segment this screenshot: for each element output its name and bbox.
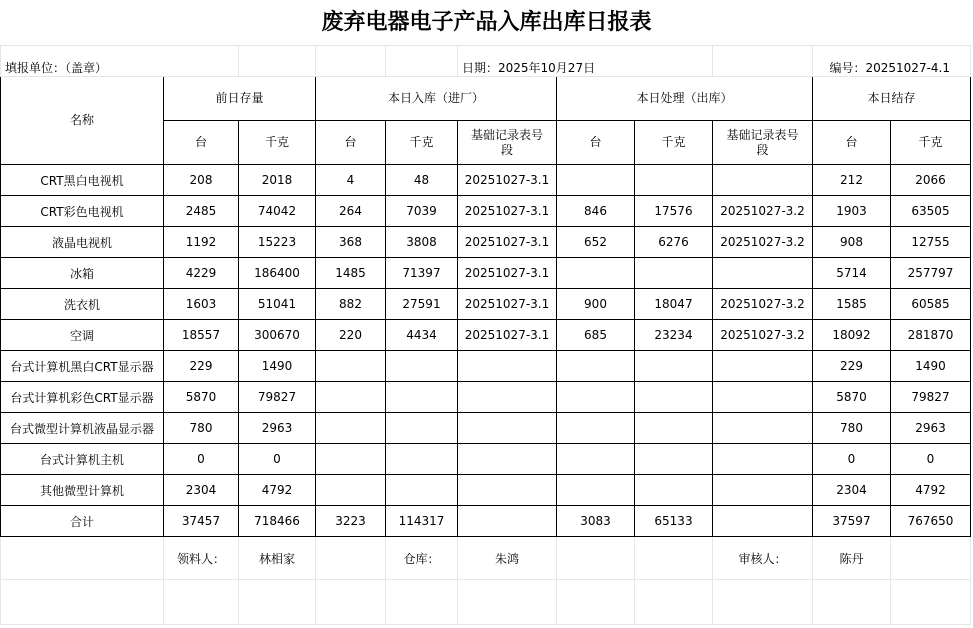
cell-out-record	[713, 258, 813, 289]
cell-out-kg: 17576	[635, 196, 713, 227]
cell-bal-tai: 780	[813, 413, 891, 444]
cell-in-tai	[316, 413, 386, 444]
cell-in-record: 20251027-3.1	[458, 258, 557, 289]
col-header-name: 名称	[1, 77, 164, 165]
table-row	[1, 444, 971, 475]
subheader-out-tai: 台	[557, 121, 635, 165]
cell-name: 液晶电视机	[1, 227, 164, 258]
cell-prev-tai: 1603	[164, 289, 239, 320]
blank-cell	[713, 580, 813, 625]
blank-cell	[635, 580, 713, 625]
cell-out-record	[713, 351, 813, 382]
cell-prev-tai: 2304	[164, 475, 239, 506]
cell-in-tai	[316, 351, 386, 382]
cell-in-kg	[386, 475, 458, 506]
cell-in-tai: 882	[316, 289, 386, 320]
cell-bal-kg: 2963	[891, 413, 971, 444]
cell-in-tai: 4	[316, 165, 386, 196]
cell-out-kg	[635, 258, 713, 289]
table-row	[1, 289, 971, 320]
cell-out-kg	[635, 413, 713, 444]
cell-prev-kg: 79827	[239, 382, 316, 413]
cell-in-record	[458, 351, 557, 382]
subheader-in-record: 基础记录表号段	[458, 121, 557, 165]
cell-out-kg	[635, 382, 713, 413]
cell-bal-kg: 281870	[891, 320, 971, 351]
cell-bal-kg: 12755	[891, 227, 971, 258]
cell-name: 合计	[1, 506, 164, 537]
cell-out-tai	[557, 475, 635, 506]
cell-out-record	[713, 506, 813, 537]
cell-prev-kg: 300670	[239, 320, 316, 351]
cell-prev-tai: 1192	[164, 227, 239, 258]
cell-bal-kg: 79827	[891, 382, 971, 413]
cell-out-record: 20251027-3.2	[713, 320, 813, 351]
cell-out-tai: 3083	[557, 506, 635, 537]
cell-in-record: 20251027-3.1	[458, 320, 557, 351]
cell-in-kg	[386, 444, 458, 475]
cell-in-record: 20251027-3.1	[458, 196, 557, 227]
cell-bal-tai: 212	[813, 165, 891, 196]
cell-prev-kg: 15223	[239, 227, 316, 258]
blank-cell	[239, 580, 316, 625]
cell-out-record	[713, 165, 813, 196]
cell-in-kg: 4434	[386, 320, 458, 351]
info-row	[1, 46, 971, 77]
cell-out-record: 20251027-3.2	[713, 227, 813, 258]
table-row	[1, 196, 971, 227]
cell-in-record	[458, 475, 557, 506]
cell-out-tai	[557, 413, 635, 444]
cell-in-record	[458, 382, 557, 413]
blank-cell	[386, 580, 458, 625]
blank-cell	[316, 580, 386, 625]
cell-name: 台式微型计算机液晶显示器	[1, 413, 164, 444]
cell-prev-tai: 5870	[164, 382, 239, 413]
table-row	[1, 382, 971, 413]
cell-in-kg	[386, 351, 458, 382]
cell-in-tai: 220	[316, 320, 386, 351]
cell-out-kg: 18047	[635, 289, 713, 320]
cell-prev-tai: 0	[164, 444, 239, 475]
cell-bal-tai: 5870	[813, 382, 891, 413]
col-header-out-today: 本日处理（出库）	[557, 77, 813, 121]
blank-cell	[458, 580, 557, 625]
table-row	[1, 227, 971, 258]
cell-bal-tai: 2304	[813, 475, 891, 506]
cell-in-kg	[386, 413, 458, 444]
cell-prev-tai: 229	[164, 351, 239, 382]
cell-bal-tai: 0	[813, 444, 891, 475]
cell-bal-tai: 1585	[813, 289, 891, 320]
cell-name: 空调	[1, 320, 164, 351]
cell-bal-tai: 908	[813, 227, 891, 258]
cell-out-tai	[557, 444, 635, 475]
date-label: 日期：2025年10月27日	[458, 46, 713, 77]
cell-name: 台式计算机主机	[1, 444, 164, 475]
table-row	[1, 258, 971, 289]
cell-prev-kg: 1490	[239, 351, 316, 382]
cell-prev-kg: 0	[239, 444, 316, 475]
blank-cell	[557, 537, 635, 580]
cell-name: 台式计算机黑白CRT显示器	[1, 351, 164, 382]
cell-prev-tai: 18557	[164, 320, 239, 351]
cell-in-tai	[316, 475, 386, 506]
cell-out-tai: 685	[557, 320, 635, 351]
subheader-bal-tai: 台	[813, 121, 891, 165]
cell-in-record: 20251027-3.1	[458, 227, 557, 258]
cell-in-kg: 3808	[386, 227, 458, 258]
cell-out-record	[713, 413, 813, 444]
cell-bal-kg: 257797	[891, 258, 971, 289]
cell-out-tai	[557, 351, 635, 382]
cell-name: 洗衣机	[1, 289, 164, 320]
cell-prev-kg: 186400	[239, 258, 316, 289]
cell-out-record: 20251027-3.2	[713, 196, 813, 227]
signature-row	[1, 537, 971, 580]
total-row	[1, 506, 971, 537]
report-title: 废弃电器电子产品入库出库日报表	[321, 9, 652, 35]
reviewer-label: 审核人：	[713, 537, 813, 580]
warehouse-label: 仓库：	[386, 537, 458, 580]
cell-in-record: 20251027-3.1	[458, 289, 557, 320]
cell-out-kg	[635, 165, 713, 196]
cell-bal-kg: 4792	[891, 475, 971, 506]
table-row	[1, 351, 971, 382]
blank-cell	[635, 537, 713, 580]
cell-in-kg: 114317	[386, 506, 458, 537]
cell-out-kg	[635, 444, 713, 475]
header-row-1	[1, 77, 971, 121]
receiver-label: 领料人：	[164, 537, 239, 580]
cell-in-kg: 71397	[386, 258, 458, 289]
cell-bal-kg: 2066	[891, 165, 971, 196]
cell-out-record	[713, 475, 813, 506]
cell-out-tai: 652	[557, 227, 635, 258]
blank-cell	[316, 537, 386, 580]
cell-out-tai: 900	[557, 289, 635, 320]
receiver-name: 林相家	[239, 537, 316, 580]
report-table	[0, 45, 971, 625]
cell-in-kg	[386, 382, 458, 413]
cell-out-record	[713, 444, 813, 475]
cell-bal-kg: 60585	[891, 289, 971, 320]
cell-name: 台式计算机彩色CRT显示器	[1, 382, 164, 413]
cell-prev-tai: 4229	[164, 258, 239, 289]
subheader-out-record: 基础记录表号段	[713, 121, 813, 165]
table-row	[1, 475, 971, 506]
subheader-in-tai: 台	[316, 121, 386, 165]
cell-in-tai: 264	[316, 196, 386, 227]
subheader-prev-tai: 台	[164, 121, 239, 165]
cell-in-tai	[316, 382, 386, 413]
cell-name: CRT黑白电视机	[1, 165, 164, 196]
subheader-out-kg: 千克	[635, 121, 713, 165]
cell-bal-tai: 18092	[813, 320, 891, 351]
table-row	[1, 413, 971, 444]
cell-in-record	[458, 444, 557, 475]
cell-bal-tai: 5714	[813, 258, 891, 289]
cell-name: 冰箱	[1, 258, 164, 289]
cell-prev-kg: 718466	[239, 506, 316, 537]
cell-out-tai	[557, 258, 635, 289]
cell-in-record	[458, 413, 557, 444]
cell-bal-kg: 0	[891, 444, 971, 475]
subheader-in-kg: 千克	[386, 121, 458, 165]
blank-row	[1, 580, 971, 625]
table-row	[1, 165, 971, 196]
cell-name: 其他微型计算机	[1, 475, 164, 506]
blank-cell	[1, 537, 164, 580]
blank-cell	[557, 580, 635, 625]
cell-prev-kg: 2963	[239, 413, 316, 444]
col-header-balance: 本日结存	[813, 77, 971, 121]
col-header-in-today: 本日入库（进厂）	[316, 77, 557, 121]
cell-prev-kg: 51041	[239, 289, 316, 320]
cell-prev-tai: 780	[164, 413, 239, 444]
number-label: 编号：20251027-4.1	[813, 46, 971, 77]
cell-bal-tai: 37597	[813, 506, 891, 537]
cell-out-kg: 23234	[635, 320, 713, 351]
cell-prev-kg: 4792	[239, 475, 316, 506]
cell-out-kg: 6276	[635, 227, 713, 258]
blank-cell	[1, 580, 164, 625]
cell-name: CRT彩色电视机	[1, 196, 164, 227]
cell-in-tai: 368	[316, 227, 386, 258]
blank-cell	[891, 537, 971, 580]
reviewer-name: 陈丹	[813, 537, 891, 580]
col-header-prev-stock: 前日存量	[164, 77, 316, 121]
subheader-prev-kg: 千克	[239, 121, 316, 165]
cell-out-tai	[557, 165, 635, 196]
cell-in-tai: 3223	[316, 506, 386, 537]
subheader-bal-kg: 千克	[891, 121, 971, 165]
table-row	[1, 320, 971, 351]
cell-bal-kg: 1490	[891, 351, 971, 382]
blank-cell	[813, 580, 891, 625]
cell-bal-kg: 63505	[891, 196, 971, 227]
cell-in-tai: 1485	[316, 258, 386, 289]
cell-in-record	[458, 506, 557, 537]
cell-in-kg: 48	[386, 165, 458, 196]
cell-in-record: 20251027-3.1	[458, 165, 557, 196]
cell-in-kg: 27591	[386, 289, 458, 320]
cell-prev-kg: 2018	[239, 165, 316, 196]
cell-bal-kg: 767650	[891, 506, 971, 537]
cell-prev-tai: 37457	[164, 506, 239, 537]
cell-in-kg: 7039	[386, 196, 458, 227]
cell-out-kg	[635, 475, 713, 506]
cell-in-tai	[316, 444, 386, 475]
cell-out-tai	[557, 382, 635, 413]
cell-prev-tai: 2485	[164, 196, 239, 227]
cell-prev-kg: 74042	[239, 196, 316, 227]
cell-out-tai: 846	[557, 196, 635, 227]
cell-bal-tai: 229	[813, 351, 891, 382]
blank-cell	[164, 580, 239, 625]
cell-out-record	[713, 382, 813, 413]
cell-bal-tai: 1903	[813, 196, 891, 227]
cell-out-kg	[635, 351, 713, 382]
cell-prev-tai: 208	[164, 165, 239, 196]
warehouse-name: 朱鸿	[458, 537, 557, 580]
cell-out-kg: 65133	[635, 506, 713, 537]
blank-cell	[891, 580, 971, 625]
cell-out-record: 20251027-3.2	[713, 289, 813, 320]
unit-label: 填报单位：（盖章）	[1, 46, 239, 77]
